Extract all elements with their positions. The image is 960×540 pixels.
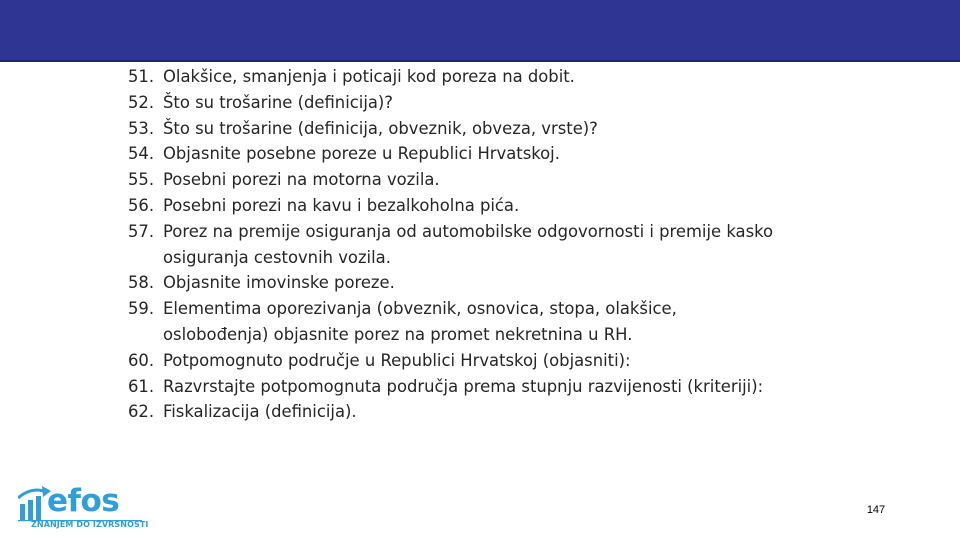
list-item: [128, 219, 928, 271]
list-item: [128, 374, 928, 400]
list-item: [128, 116, 928, 142]
list-item: [128, 90, 928, 116]
item-text-line: Porez na premije osiguranja od automobilske odgovornosti i premije kasko: [163, 221, 774, 241]
item-number: 60.: [128, 350, 155, 370]
item-number: 58.: [128, 273, 155, 293]
logo-wordmark: efos: [47, 483, 120, 519]
item-text: Posebni porezi na motorna vozila.: [163, 170, 440, 190]
item-number: 57.: [128, 221, 155, 241]
logo-bar: [28, 500, 33, 520]
list-item: [128, 141, 928, 167]
item-text: Što su trošarine (definicija, obveznik, obveza, vrste)?: [163, 118, 598, 138]
item-text: Objasnite posebne poreze u Republici Hrvatskoj.: [163, 144, 560, 164]
item-text-continuation: osiguranja cestovnih vozila.: [163, 247, 391, 267]
list-item: [128, 348, 928, 374]
item-number: 61.: [128, 376, 155, 396]
item-number: 59.: [128, 299, 155, 319]
logo-tagline: ZNANJEM DO IZVRSNOSTI: [31, 520, 149, 529]
item-text: Objasnite imovinske poreze.: [163, 273, 395, 293]
item-text: Što su trošarine (definicija)?: [163, 92, 394, 112]
item-text-continuation: oslobođenja) objasnite porez na promet nekretnina u RH.: [163, 324, 633, 344]
logo-arrow: [18, 490, 46, 498]
item-number: 54.: [128, 144, 155, 164]
item-number: 52.: [128, 92, 155, 112]
list-item: [128, 296, 928, 348]
item-number: 55.: [128, 170, 155, 190]
list-item: [128, 167, 928, 193]
list-item: [128, 399, 928, 425]
item-text: [163, 219, 773, 271]
item-number: 56.: [128, 195, 155, 215]
list-item: [128, 64, 928, 90]
item-number: 53.: [128, 118, 155, 138]
question-list: [128, 64, 928, 425]
list-item: [128, 193, 928, 219]
item-text: Fiskalizacija (definicija).: [163, 402, 357, 422]
header-bar: [0, 0, 960, 62]
logo-bar: [36, 496, 41, 520]
item-text: [163, 296, 677, 348]
list-item: [128, 270, 928, 296]
page-number: 147: [866, 504, 886, 516]
item-text: Olakšice, smanjenja i poticaji kod poreza na dobit.: [163, 67, 575, 86]
item-number: 51.: [128, 67, 155, 86]
item-text: Razvrstajte potpomognuta područja prema stupnju razvijenosti (kriteriji):: [163, 376, 764, 396]
logo-bar: [20, 504, 25, 520]
item-text: Potpomognuto područje u Republici Hrvatskoj (objasniti):: [163, 350, 631, 370]
item-number: 62.: [128, 402, 155, 422]
item-text: Posebni porezi na kavu i bezalkoholna pića.: [163, 195, 520, 215]
item-text-line: Elementima oporezivanja (obveznik, osnovica, stopa, olakšice,: [163, 299, 677, 319]
